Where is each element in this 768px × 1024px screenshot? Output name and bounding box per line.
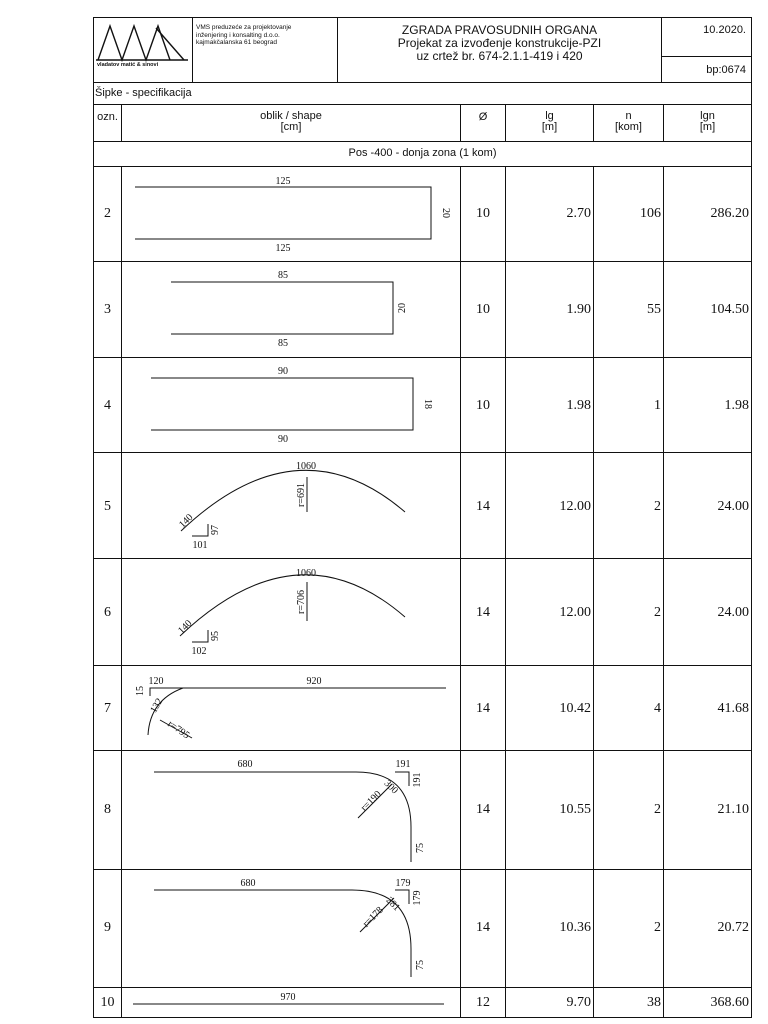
row-count: 2 bbox=[654, 802, 661, 817]
title-line: Projekat za izvođenje konstrukcije-PZI bbox=[397, 36, 602, 50]
dim-label: r=178 bbox=[360, 904, 386, 930]
dim-label: 140 bbox=[176, 618, 195, 637]
title-line: uz crtež br. 674-2.1.1-419 i 420 bbox=[416, 49, 583, 63]
row-count: 106 bbox=[640, 206, 661, 221]
col-header-diameter: Ø bbox=[478, 111, 488, 123]
col-header-total-unit: [m] bbox=[699, 121, 716, 133]
dim-label: 125 bbox=[275, 243, 291, 254]
dim-label: 75 bbox=[415, 843, 426, 853]
row-total: 41.68 bbox=[717, 701, 749, 716]
row-diameter: 14 bbox=[476, 802, 490, 817]
dim-label: 179 bbox=[412, 890, 423, 906]
row-mark: 6 bbox=[104, 605, 111, 620]
dim-label: 300 bbox=[381, 778, 400, 797]
dim-label: 125 bbox=[275, 176, 291, 187]
dim-label: 15 bbox=[135, 686, 146, 696]
dim-label: 281 bbox=[383, 895, 402, 914]
company-line: kajmakčalanska 61 beograd bbox=[196, 39, 277, 46]
col-header-shape-label: oblik / shape bbox=[260, 110, 322, 122]
row-diameter: 12 bbox=[476, 995, 490, 1010]
row-diameter: 14 bbox=[476, 701, 490, 716]
dim-label: 95 bbox=[210, 631, 221, 641]
row-total: 104.50 bbox=[710, 302, 749, 317]
dim-label: r=706 bbox=[296, 590, 307, 614]
col-header-mark: ozn. bbox=[97, 111, 118, 123]
row-count: 2 bbox=[654, 605, 661, 620]
row-mark: 3 bbox=[104, 302, 111, 317]
row-total: 286.20 bbox=[710, 206, 749, 221]
row-diameter: 10 bbox=[476, 398, 490, 413]
dim-label: 191 bbox=[395, 759, 411, 770]
row-length: 12.00 bbox=[559, 605, 591, 620]
dim-label: 90 bbox=[278, 434, 288, 445]
col-header-total-label: lgn bbox=[700, 110, 715, 122]
dim-label: 120 bbox=[148, 676, 164, 687]
row-mark: 2 bbox=[104, 206, 111, 221]
col-header-length-unit: [m] bbox=[541, 121, 558, 133]
dim-label: 1060 bbox=[296, 568, 316, 579]
company-line: VMS preduzeće za projektovanje bbox=[196, 24, 292, 31]
col-header-length-label: lg bbox=[545, 110, 554, 122]
row-count: 1 bbox=[654, 398, 661, 413]
row-length: 1.90 bbox=[566, 302, 591, 317]
dim-label: r=691 bbox=[296, 483, 307, 507]
row-length: 12.00 bbox=[559, 499, 591, 514]
row-length: 2.70 bbox=[566, 206, 591, 221]
row-total: 24.00 bbox=[717, 499, 749, 514]
dim-label: 179 bbox=[395, 878, 411, 889]
row-diameter: 14 bbox=[476, 920, 490, 935]
row-total: 24.00 bbox=[717, 605, 749, 620]
company-line: inženjering i konsalting d.o.o. bbox=[196, 31, 280, 39]
row-mark: 9 bbox=[104, 920, 111, 935]
row-length: 9.70 bbox=[566, 995, 591, 1010]
dim-label: r=190 bbox=[358, 788, 384, 814]
dim-label: 140 bbox=[177, 512, 196, 531]
row-length: 1.98 bbox=[566, 398, 591, 413]
dim-label: 191 bbox=[412, 772, 423, 788]
row-diameter: 14 bbox=[476, 499, 490, 514]
col-header-count-label: n bbox=[625, 110, 632, 122]
dim-label: 102 bbox=[191, 646, 207, 657]
dim-label: 18 bbox=[422, 399, 433, 409]
dim-label: 920 bbox=[306, 676, 322, 687]
row-diameter: 10 bbox=[476, 206, 490, 221]
dim-label: r=795 bbox=[165, 718, 192, 742]
row-mark: 7 bbox=[104, 701, 111, 716]
logo-caption: vladatov matić & sinovi bbox=[97, 62, 159, 68]
dim-label: 680 bbox=[237, 759, 253, 770]
row-mark: 10 bbox=[100, 995, 115, 1010]
dim-label: 20 bbox=[397, 303, 408, 313]
col-header-shape-unit: [cm] bbox=[280, 121, 302, 133]
dim-label: 75 bbox=[415, 960, 426, 970]
dim-label: 90 bbox=[278, 366, 288, 377]
dim-label: 970 bbox=[280, 992, 296, 1003]
dim-label: 85 bbox=[278, 338, 288, 349]
title-line: ZGRADA PRAVOSUDNIH ORGANA bbox=[401, 23, 598, 37]
row-length: 10.36 bbox=[559, 920, 591, 935]
row-count: 55 bbox=[647, 302, 661, 317]
row-length: 10.55 bbox=[559, 802, 591, 817]
row-mark: 5 bbox=[104, 499, 111, 514]
row-mark: 4 bbox=[104, 398, 111, 413]
row-total: 368.60 bbox=[710, 995, 749, 1010]
row-count: 2 bbox=[654, 499, 661, 514]
dim-label: 85 bbox=[278, 270, 288, 281]
row-length: 10.42 bbox=[559, 701, 591, 716]
dim-label: 132 bbox=[148, 696, 166, 715]
row-count: 2 bbox=[654, 920, 661, 935]
dim-label: 101 bbox=[192, 540, 208, 551]
spec-title: Šipke - specifikacija bbox=[95, 87, 192, 99]
row-count: 38 bbox=[647, 995, 661, 1010]
col-header-count-unit: [kom] bbox=[615, 121, 642, 133]
dim-label: 97 bbox=[210, 525, 221, 535]
project-number: bp:0674 bbox=[706, 64, 746, 76]
section-label: Pos -400 - donja zona (1 kom) bbox=[348, 147, 497, 159]
dim-label: 1060 bbox=[296, 461, 316, 472]
row-mark: 8 bbox=[104, 802, 111, 817]
row-total: 20.72 bbox=[717, 920, 749, 935]
row-total: 1.98 bbox=[724, 398, 749, 413]
row-count: 4 bbox=[654, 701, 661, 716]
dim-label: 20 bbox=[440, 208, 451, 218]
row-total: 21.10 bbox=[717, 802, 749, 817]
row-diameter: 14 bbox=[476, 605, 490, 620]
document-date: 10.2020. bbox=[703, 24, 746, 36]
dim-label: 680 bbox=[240, 878, 256, 889]
row-diameter: 10 bbox=[476, 302, 490, 317]
